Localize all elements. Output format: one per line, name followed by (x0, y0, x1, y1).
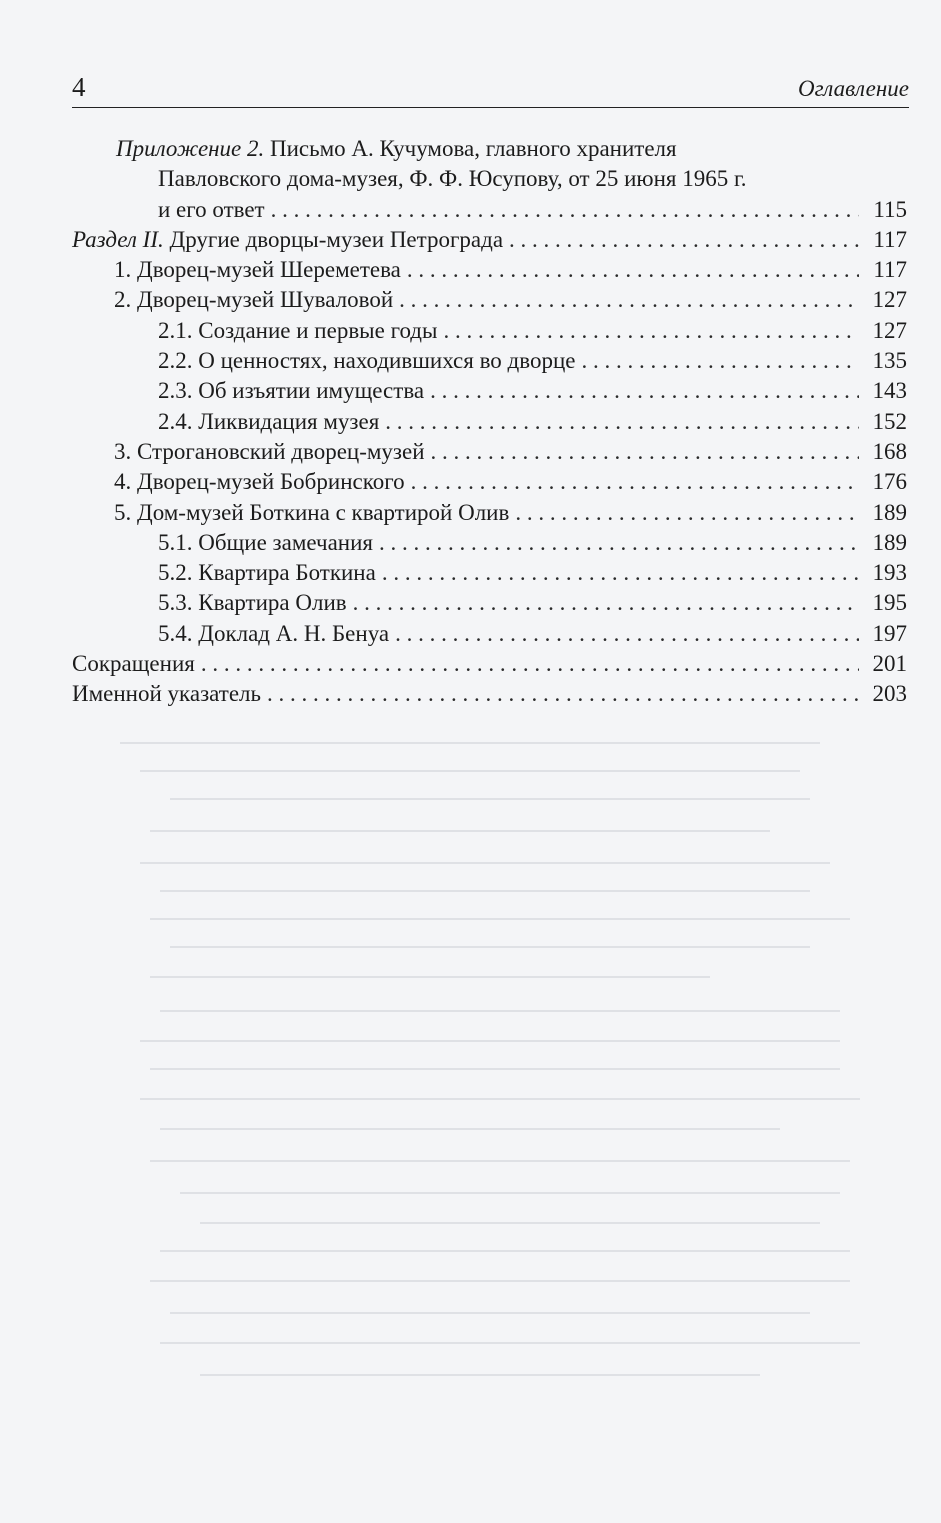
toc-entry-label: 2.2. О ценностях, находившихся во дворце (158, 348, 576, 374)
toc-entry-page: 203 (872, 681, 907, 707)
toc-leader-dots (271, 195, 859, 225)
toc-entry-label: 2. Дворец-музей Шуваловой (114, 287, 394, 313)
page-number: 4 (72, 72, 86, 102)
toc-entry[interactable] (72, 619, 907, 649)
toc-entry-label: 5.2. Квартира Боткина (158, 560, 376, 586)
toc-entry-page: 197 (872, 620, 907, 646)
toc-appendix-text-1: Письмо А. Кучумова, главного хранителя (264, 136, 677, 161)
toc-entry-label: 1. Дворец-музей Шереметева (114, 257, 401, 283)
toc-leader-dots (581, 346, 859, 376)
toc-entry[interactable] (72, 558, 907, 588)
toc-entry-page: 189 (872, 529, 907, 555)
toc-entry-label (72, 225, 503, 255)
toc-leader-dots (379, 528, 859, 558)
toc-leader-dots (395, 619, 859, 649)
toc-entry[interactable] (72, 498, 907, 528)
toc-entry-label: и его ответ (158, 196, 265, 222)
table-of-contents (72, 134, 907, 710)
toc-leader-dots (411, 467, 859, 497)
toc-entry-page: 115 (873, 196, 907, 222)
toc-leader-dots (509, 225, 859, 255)
toc-leader-dots (385, 407, 859, 437)
toc-entry-label: 2.4. Ликвидация музея (158, 408, 380, 434)
toc-entry[interactable] (72, 588, 907, 618)
toc-leader-dots (201, 649, 859, 679)
toc-entry-label: 2.3. Об изъятии имущества (158, 378, 425, 404)
toc-leader-dots (407, 255, 859, 285)
toc-entry[interactable] (72, 285, 907, 315)
toc-entry[interactable] (72, 528, 907, 558)
toc-appendix-prefix: Приложение 2. (116, 136, 265, 161)
toc-leader-dots (443, 316, 859, 346)
toc-entry-page: 168 (872, 438, 907, 464)
toc-entry-label: 5.3. Квартира Олив (158, 590, 347, 616)
running-head: Оглавление (797, 76, 909, 101)
toc-leader-dots (430, 376, 859, 406)
toc-entry[interactable] (72, 316, 907, 346)
toc-entry[interactable] (72, 679, 907, 709)
toc-entry-page: 195 (872, 590, 907, 616)
toc-entry-label: 5. Дом-музей Боткина с квартирой Олив (114, 499, 510, 525)
toc-appendix-line-2 (72, 164, 907, 194)
header-rule (72, 107, 909, 108)
toc-entry-page: 193 (872, 560, 907, 586)
toc-appendix-text-2: Павловского дома-музея, Ф. Ф. Юсупову, от 25 июня 1965 г. (158, 166, 747, 192)
toc-entry[interactable] (72, 376, 907, 406)
toc-entry-label: 5.4. Доклад А. Н. Бенуа (158, 620, 390, 646)
toc-entry[interactable] (72, 649, 907, 679)
toc-leader-dots (267, 679, 859, 709)
toc-entry-page: 189 (872, 499, 907, 525)
toc-leader-dots (515, 498, 859, 528)
toc-entry-page: 117 (873, 257, 907, 283)
toc-leader-dots (399, 285, 859, 315)
toc-entry-label: Сокращения (72, 651, 195, 677)
toc-section-text: Другие дворцы-музеи Петрограда (163, 226, 504, 252)
toc-appendix-line-1 (72, 134, 907, 164)
toc-entry[interactable] (72, 346, 907, 376)
toc-entry-label: 5.1. Общие замечания (158, 529, 373, 555)
toc-entry[interactable] (72, 467, 907, 497)
toc-entry-page: 143 (872, 378, 907, 404)
toc-entry-label: 4. Дворец-музей Бобринского (114, 469, 405, 495)
toc-entry-page: 201 (872, 651, 907, 677)
toc-entry-page: 117 (873, 226, 907, 252)
toc-entry-label: 2.1. Создание и первые годы (158, 317, 438, 343)
toc-entry[interactable] (72, 225, 907, 255)
toc-entry-page: 135 (872, 348, 907, 374)
toc-entry[interactable] (72, 255, 907, 285)
toc-entry[interactable] (72, 437, 907, 467)
toc-entry-label: 3. Строгановский дворец-музей (114, 438, 425, 464)
page-header (72, 70, 909, 110)
toc-leader-dots (431, 437, 859, 467)
toc-entry-page: 127 (872, 287, 907, 313)
toc-entry[interactable] (72, 195, 907, 225)
toc-leader-dots (382, 558, 859, 588)
toc-entry-page: 127 (872, 317, 907, 343)
toc-entry[interactable] (72, 407, 907, 437)
toc-entry-page: 176 (872, 469, 907, 495)
toc-leader-dots (353, 588, 859, 618)
toc-section-prefix: Раздел II. (72, 226, 164, 252)
toc-entry-page: 152 (872, 408, 907, 434)
toc-entry-label: Именной указатель (72, 681, 262, 707)
